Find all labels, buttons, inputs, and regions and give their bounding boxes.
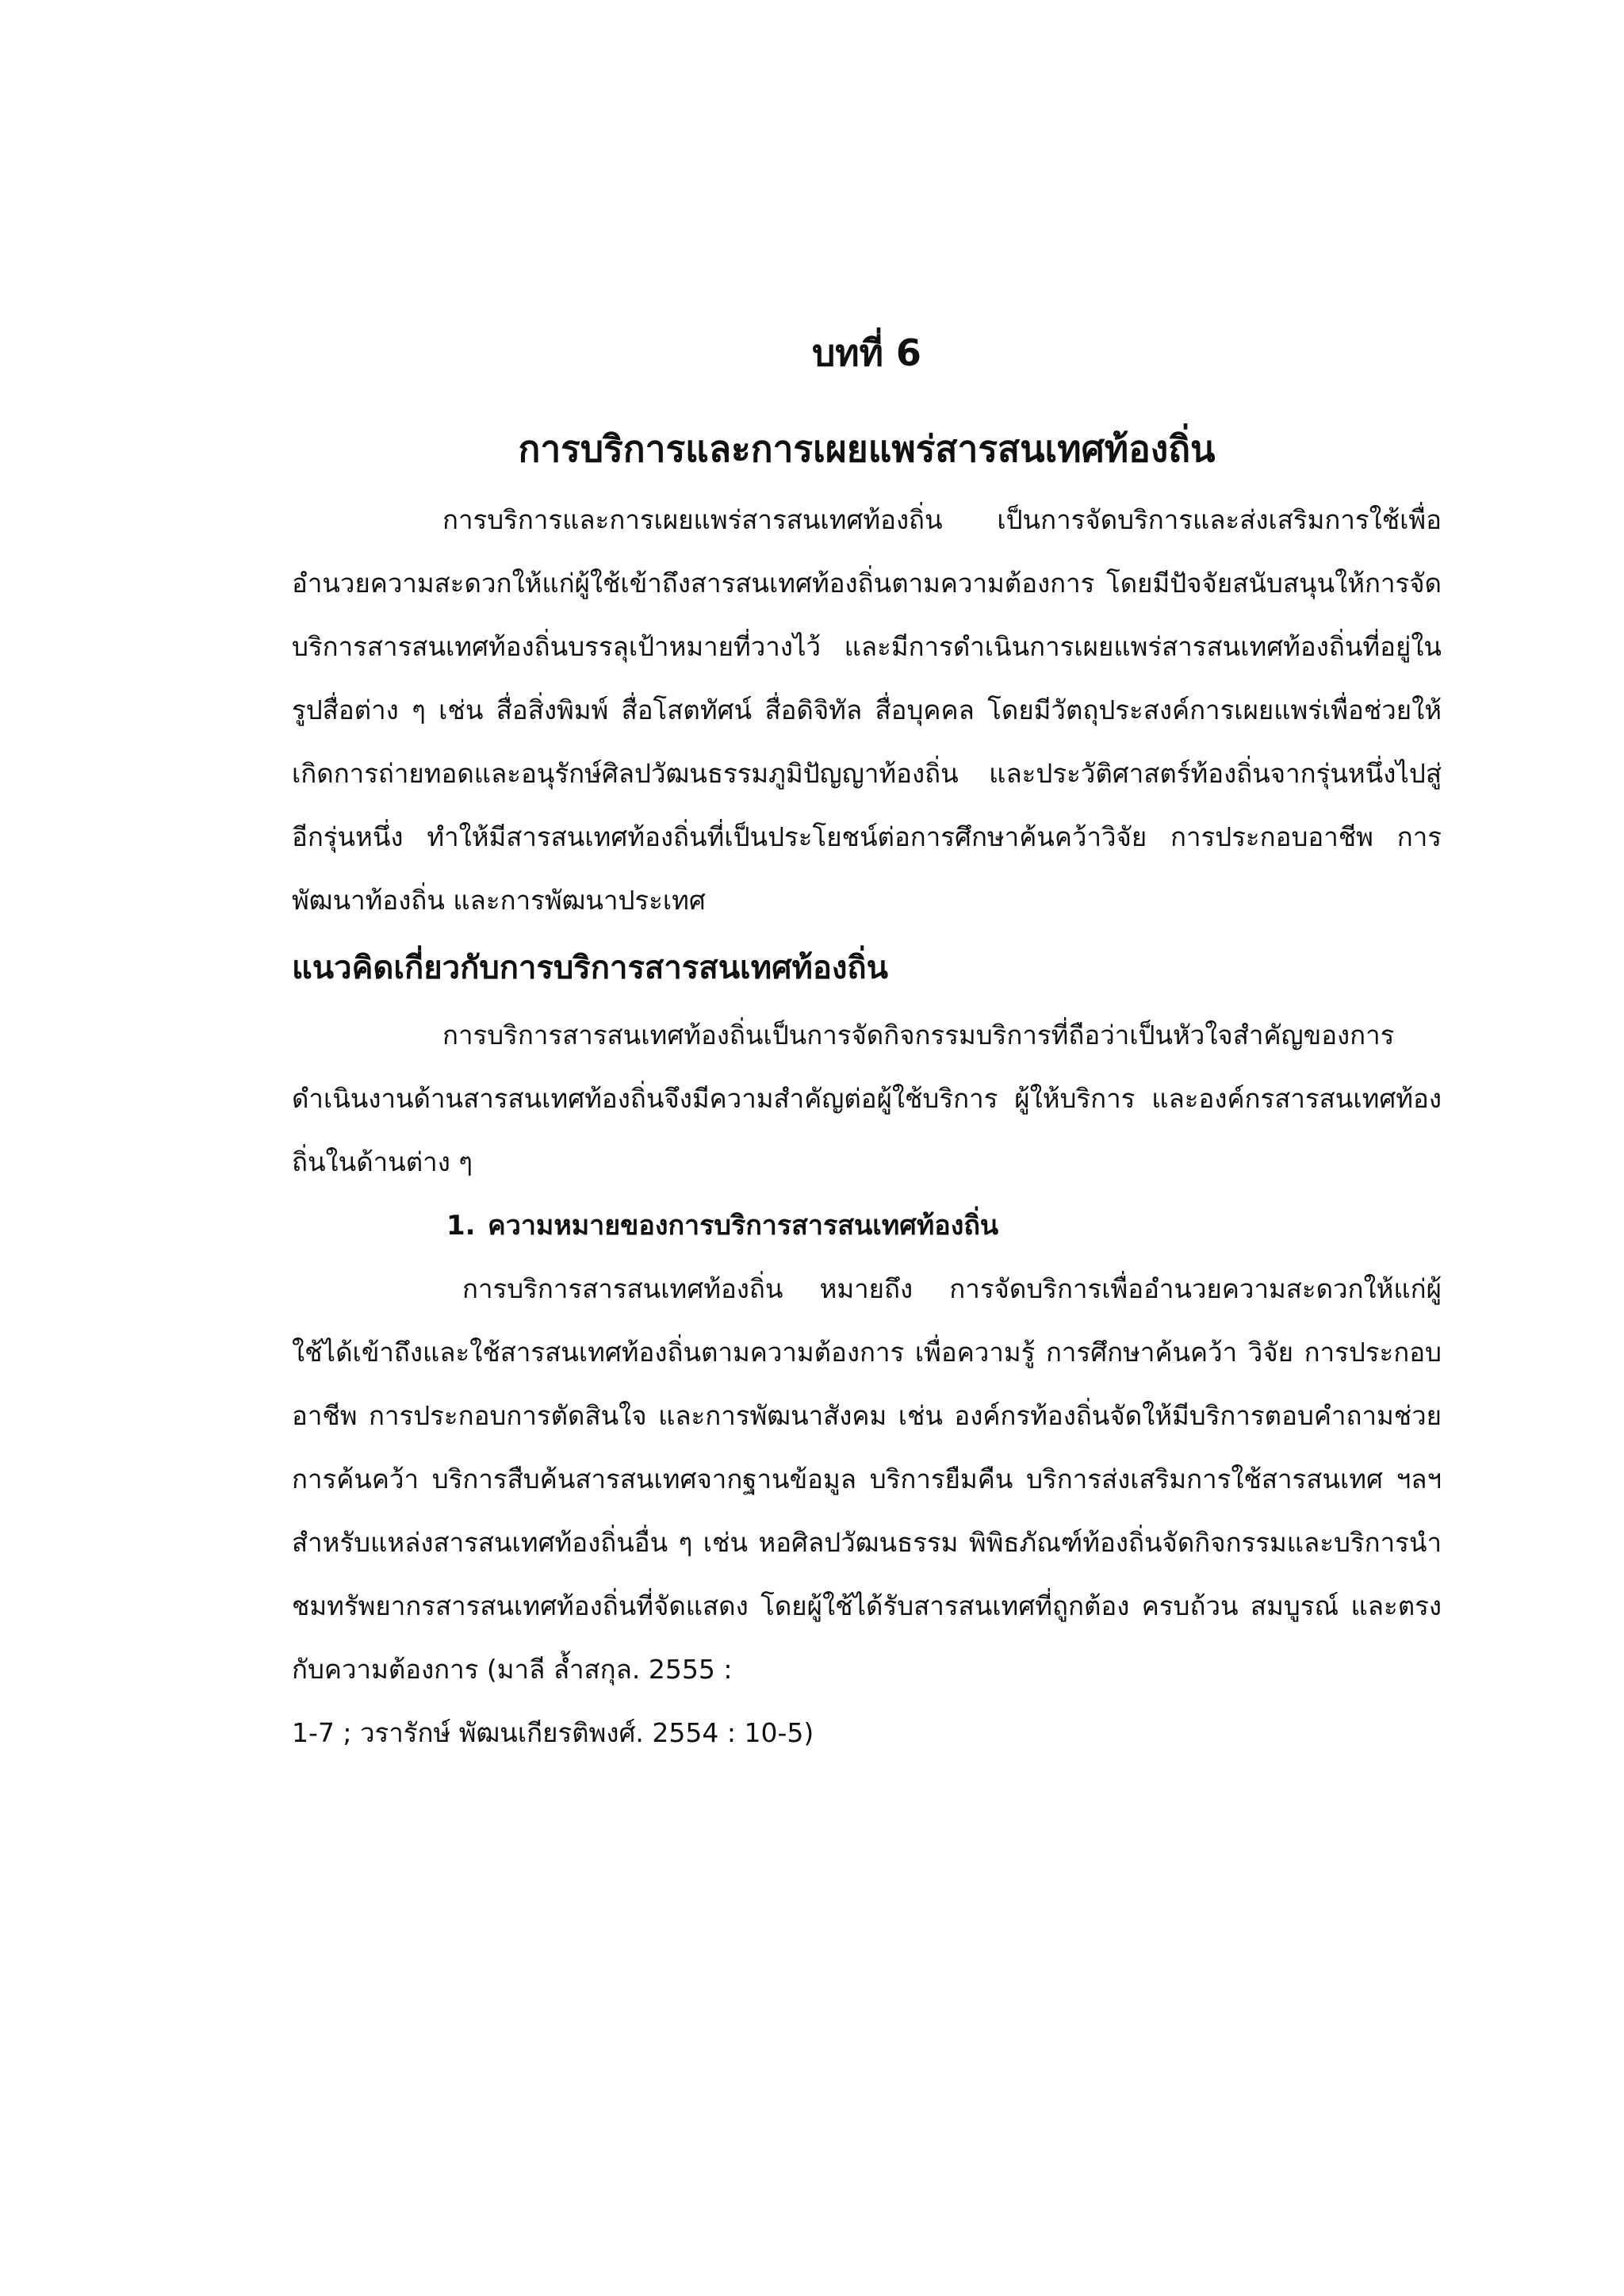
subsection-heading	[292, 1194, 1442, 1257]
subsection-paragraph: การบริการสารสนเทศท้องถิ่น หมายถึง การจัดบริการเพื่ออำนวยความสะดวกให้แก่ผู้ใช้ได้เข้าถึงและใช้สารสนเทศท้องถิ่นตามความต้องการ เพื่อความรู้ การศึกษาค้นคว้า วิจัย การประกอบอาชีพ การประกอบการตัดสินใจ และการพัฒนาสังคม เช่น องค์กรท้องถิ่นจัดให้มีบริการตอบคำถามช่วยการค้นคว้า บริการสืบค้นสารสนเทศจากฐานข้อมูล บริการยืมคืน บริการส่งเสริมการใช้สารสนเทศ ฯลฯ สำหรับแหล่งสารสนเทศท้องถิ่นอื่น ๆ เช่น หอศิลปวัฒนธรรม พิพิธภัณฑ์ท้องถิ่นจัดกิจกรรมและบริการนำชมทรัพยากรสารสนเทศท้องถิ่นที่จัดแสดง โดยผู้ใช้ได้รับสารสนเทศที่ถูกต้อง ครบถ้วน สมบูรณ์ และตรงกับความต้องการ (มาลี ล้ำสกุล. 2555 :	[292, 1273, 1442, 1685]
section-paragraph: การบริการสารสนเทศท้องถิ่นเป็นการจัดกิจกรรมบริการที่ถือว่าเป็นหัวใจสำคัญของการดำเนินงานด้านสารสนเทศท้องถิ่นจึงมีความสำคัญต่อผู้ใช้บริการ ผู้ให้บริการ และองค์กรสารสนเทศท้องถิ่นในด้านต่าง ๆ	[292, 1020, 1442, 1177]
chapter-number: บทที่ 6	[812, 331, 921, 374]
page-content	[292, 317, 1442, 1765]
section-heading: แนวคิดเกี่ยวกับการบริการสารสนเทศท้องถิ่น	[292, 950, 888, 986]
subsection-number: 1.	[446, 1210, 476, 1242]
intro-paragraph: การบริการและการเผยแพร่สารสนเทศท้องถิ่น เป็นการจัดบริการและส่งเสริมการใช้เพื่ออำนวยความสะดวกให้แก่ผู้ใช้เข้าถึงสารสนเทศท้องถิ่นตามความต้องการ โดยมีปัจจัยสนับสนุนให้การจัดบริการสารสนเทศท้องถิ่นบรรลุเป้าหมายที่วางไว้ และมีการดำเนินการเผยแพร่สารสนเทศท้องถิ่นที่อยู่ในรูปสื่อต่าง ๆ เช่น สื่อสิ่งพิมพ์ สื่อโสตทัศน์ สื่อดิจิทัล สื่อบุคคล โดยมีวัตถุประสงค์การเผยแพร่เพื่อช่วยให้เกิดการถ่ายทอดและอนุรักษ์ศิลปวัฒนธรรมภูมิปัญญาท้องถิ่น และประวัติศาสตร์ท้องถิ่นจากรุ่นหนึ่งไปสู่อีกรุ่นหนึ่ง ทำให้มีสารสนเทศท้องถิ่นที่เป็นประโยชน์ต่อการศึกษาค้นคว้าวิจัย การประกอบอาชีพ การพัฒนาท้องถิ่น และการพัฒนาประเทศ	[292, 504, 1442, 916]
chapter-title: การบริการและการเผยแพร่สารสนเทศท้องถิ่น	[518, 427, 1216, 470]
subsection-title: ความหมายของการบริการสารสนเทศท้องถิ่น	[488, 1210, 999, 1242]
citation-line: 1-7 ; วรารักษ์ พัฒนเกียรติพงศ์. 2554 : 10-5)	[292, 1717, 814, 1748]
